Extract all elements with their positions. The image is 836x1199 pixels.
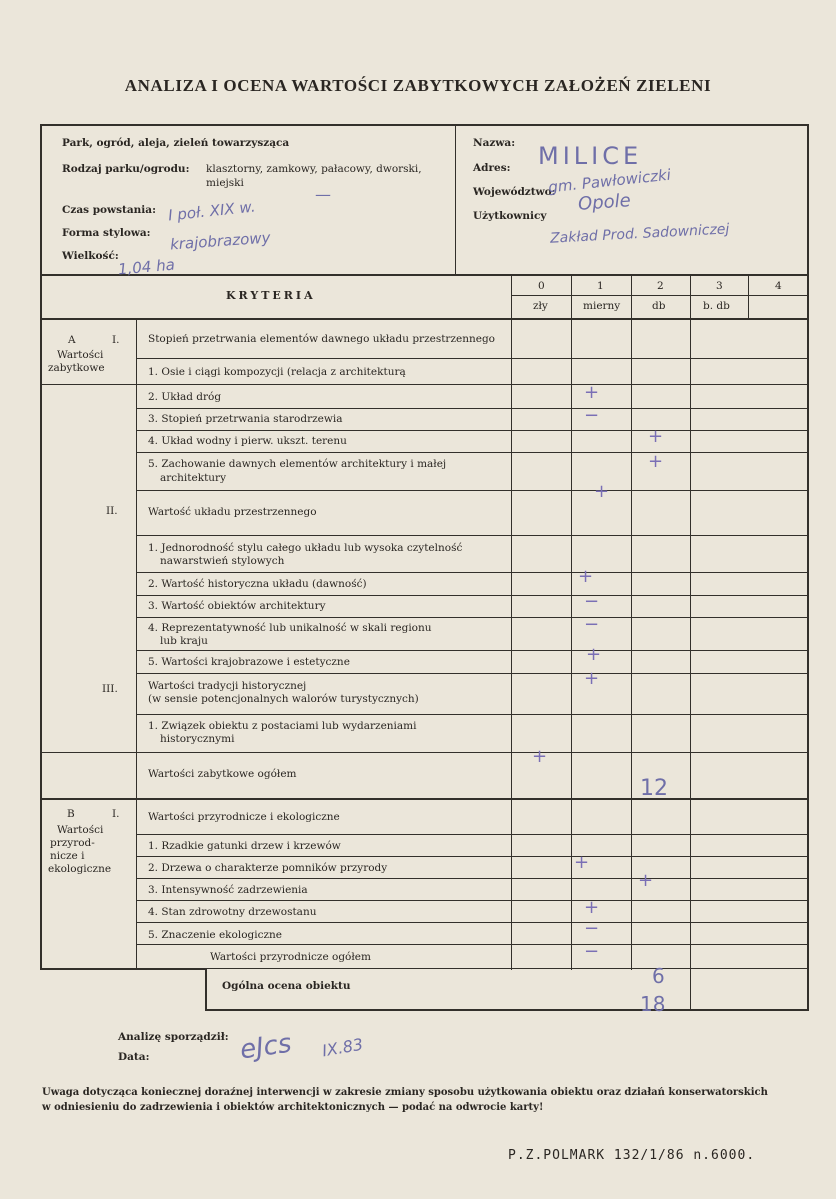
section-b-roman: I. bbox=[112, 808, 120, 820]
group2-item-1: 1. Jednorodność stylu całego układu lub wysoka czytelność bbox=[148, 542, 463, 554]
group2-item-5: 5. Wartości krajobrazowe i estetyczne bbox=[148, 656, 350, 668]
analiza-label: Analizę sporządził: bbox=[118, 1031, 229, 1043]
group1-item-2: 2. Układ dróg bbox=[148, 391, 222, 403]
gmina-handwriting: gm. Pawłowiczki bbox=[547, 165, 672, 197]
print-code: P.Z.POLMARK 132/1/86 n.6000. bbox=[508, 1148, 756, 1163]
nazwa-label: Nazwa: bbox=[473, 137, 516, 149]
group2-item-2: 2. Wartość historyczna układu (dawność) bbox=[148, 578, 367, 590]
section-a-total: Wartości zabytkowe ogółem bbox=[148, 768, 297, 780]
section-b-category-2: przyrod- bbox=[50, 837, 95, 849]
section-b-item-4: 4. Stan zdrowotny drzewostanu bbox=[148, 906, 317, 918]
overall-rating-label: Ogólna ocena obiektu bbox=[222, 980, 351, 992]
czas-label: Czas powstania: bbox=[62, 204, 156, 216]
czas-handwriting: I poł. XIX w. bbox=[167, 197, 257, 225]
group1-item-5-line2: architektury bbox=[160, 472, 227, 484]
section-b-category-1: Wartości bbox=[57, 824, 104, 836]
score-0-num: 0 bbox=[538, 280, 545, 292]
score-4-num: 4 bbox=[775, 280, 782, 292]
group3-header-line1: Wartości tradycji historycznej bbox=[148, 680, 307, 692]
note-line1: Uwaga dotycząca koniecznej doraźnej interwencji w zakresie zmiany sposobu użytkowania obiektu oraz działań konserwatorskich bbox=[42, 1087, 768, 1098]
section-b-item-5: 5. Znaczenie ekologiczne bbox=[148, 929, 283, 941]
mark-b-3: + bbox=[638, 870, 654, 891]
mark-a2-group: + bbox=[584, 668, 600, 689]
score-2-num: 2 bbox=[657, 280, 664, 292]
mark-b-2: + bbox=[574, 852, 590, 873]
score-3-label: b. db bbox=[703, 300, 730, 312]
section-b-letter: B bbox=[67, 808, 75, 820]
uzytkownicy-handwriting: Zakład Prod. Sadowniczej bbox=[549, 221, 730, 247]
wielkosc-handwriting: 1,04 ha bbox=[117, 255, 176, 279]
forma-label: Forma stylowa: bbox=[62, 227, 151, 239]
group2-header: Wartość układu przestrzennego bbox=[148, 506, 317, 518]
mark-b-5: − bbox=[584, 918, 600, 939]
score-1-num: 1 bbox=[597, 280, 604, 292]
signature-handwriting: eJcs bbox=[238, 1028, 294, 1066]
section-a-roman1: I. bbox=[112, 334, 120, 346]
data-label: Data: bbox=[118, 1051, 150, 1063]
wielkosc-label: Wielkość: bbox=[62, 250, 119, 262]
rodzaj-options-line2: miejski bbox=[206, 177, 244, 189]
mark-a2-4: − bbox=[584, 614, 600, 635]
group2-item-4-line2: lub kraju bbox=[160, 635, 208, 647]
adres-label: Adres: bbox=[473, 162, 511, 174]
criteria-label: KRYTERIA bbox=[226, 289, 316, 302]
section-a-roman2: II. bbox=[106, 505, 118, 517]
section-b-item-3: 3. Intensywność zadrzewienia bbox=[148, 884, 308, 896]
total-b-handwriting: 6 bbox=[652, 964, 665, 988]
mark-a1-2: + bbox=[584, 382, 600, 403]
mark-b-4: + bbox=[584, 897, 600, 918]
group3-item-1: 1. Związek obiektu z postaciami lub wydarzeniami bbox=[148, 720, 417, 732]
mark-a1-group: + bbox=[594, 481, 610, 502]
group2-item-1-line2: nawarstwień stylowych bbox=[160, 555, 285, 567]
wojewodztwo-label: Województwo: bbox=[473, 186, 556, 198]
date-handwriting: IX.83 bbox=[320, 1034, 365, 1061]
score-2-label: db bbox=[652, 300, 666, 312]
score-3-num: 3 bbox=[716, 280, 723, 292]
rodzaj-dash: — bbox=[315, 185, 331, 204]
nazwa-handwriting: MILICE bbox=[538, 142, 643, 170]
section-a-roman3: III. bbox=[102, 683, 118, 695]
section-b-item-1: 1. Rzadkie gatunki drzew i krzewów bbox=[148, 840, 341, 852]
group1-item-4: 4. Układ wodny i pierw. ukszt. terenu bbox=[148, 435, 347, 447]
mark-a1-3: − bbox=[584, 405, 600, 426]
total-a-handwriting: 12 bbox=[640, 776, 668, 801]
group3-item-1-line2: historycznymi bbox=[160, 733, 235, 745]
mark-a2-5: + bbox=[586, 644, 602, 665]
mark-a1-5: + bbox=[648, 451, 664, 472]
park-type-label: Park, ogród, aleja, zieleń towarzysząca bbox=[62, 137, 290, 149]
group3-header-line2: (w sensie potencjonalnych walorów turystycznych) bbox=[148, 693, 419, 705]
forma-handwriting: krajobrazowy bbox=[169, 228, 271, 254]
section-a-category-2: zabytkowe bbox=[48, 362, 105, 374]
section-a-letter: A bbox=[68, 334, 76, 346]
mark-b-total: − bbox=[584, 941, 600, 962]
mark-a3-1: + bbox=[532, 746, 548, 767]
form-title: ANALIZA I OCENA WARTOŚCI ZABYTKOWYCH ZAŁOŻEŃ ZIELENI bbox=[124, 76, 712, 95]
section-b-total: Wartości przyrodnicze ogółem bbox=[210, 951, 371, 963]
group1-item-1: 1. Osie i ciągi kompozycji (relacja z architekturą bbox=[148, 366, 406, 378]
wojewodztwo-handwriting: Opole bbox=[577, 190, 632, 215]
section-b-category-4: ekologiczne bbox=[48, 863, 112, 875]
uzytkownicy-label: Użytkownicy bbox=[473, 210, 547, 222]
total-overall-handwriting: 18 bbox=[640, 992, 666, 1016]
section-b-group1: Wartości przyrodnicze i ekologiczne bbox=[148, 811, 340, 823]
score-0-label: zły bbox=[533, 300, 548, 312]
rodzaj-options-line1: klasztorny, zamkowy, pałacowy, dworski, bbox=[206, 163, 422, 175]
group2-item-4: 4. Reprezentatywność lub unikalność w skali regionu bbox=[148, 622, 432, 634]
mark-a2-2: + bbox=[578, 566, 594, 587]
section-a-category-1: Wartości bbox=[57, 349, 104, 361]
mark-a1-4: + bbox=[648, 426, 664, 447]
section-b-item-2: 2. Drzewa o charakterze pomników przyrody bbox=[148, 862, 388, 874]
section-b-category-3: nicze i bbox=[50, 850, 85, 862]
mark-a2-3: − bbox=[584, 591, 600, 612]
score-1-label: mierny bbox=[583, 300, 621, 312]
group1-header: Stopień przetrwania elementów dawnego układu przestrzennego bbox=[148, 333, 495, 345]
rodzaj-label: Rodzaj parku/ogrodu: bbox=[62, 163, 190, 175]
note-line2: w odniesieniu do zadrzewienia i obiektów architektonicznych — podać na odwrocie karty! bbox=[42, 1102, 544, 1113]
group1-item-5: 5. Zachowanie dawnych elementów architektury i małej bbox=[148, 458, 447, 470]
group1-item-3: 3. Stopień przetrwania starodrzewia bbox=[148, 413, 343, 425]
group2-item-3: 3. Wartość obiektów architektury bbox=[148, 600, 326, 612]
